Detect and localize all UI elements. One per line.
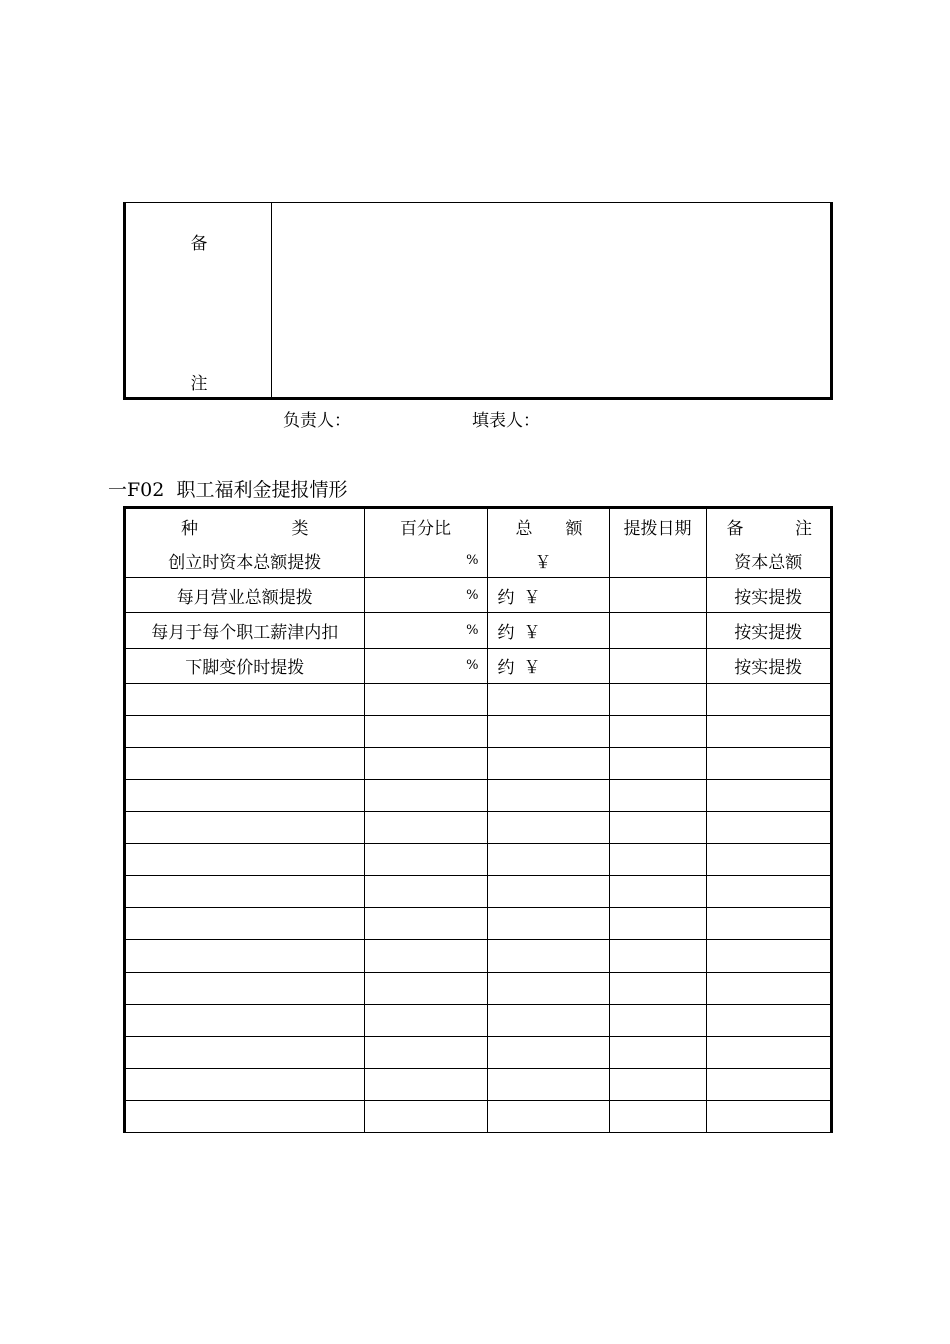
cell-percent[interactable] xyxy=(364,812,487,844)
table-row-empty xyxy=(126,812,830,844)
table-row-empty xyxy=(126,940,830,972)
cell-total[interactable] xyxy=(487,780,609,812)
cell-note[interactable] xyxy=(706,1068,830,1100)
cell-total[interactable] xyxy=(487,1100,609,1132)
cell-kind[interactable] xyxy=(126,780,364,812)
cell-kind[interactable] xyxy=(126,1004,364,1036)
cell-date[interactable] xyxy=(609,1036,706,1068)
cell-total[interactable] xyxy=(487,747,609,779)
approx-label: 约 xyxy=(497,587,515,608)
yen-sign: ￥ xyxy=(534,552,552,573)
cell-kind[interactable]: 创立时资本总额提拨 xyxy=(126,543,364,578)
approx-label: 约 xyxy=(497,623,515,644)
cell-total[interactable] xyxy=(487,543,609,578)
cell-total[interactable] xyxy=(487,613,609,648)
cell-note[interactable]: 按实提拨 xyxy=(706,648,830,683)
cell-note[interactable] xyxy=(706,908,830,940)
cell-date[interactable] xyxy=(609,876,706,908)
cell-percent[interactable] xyxy=(364,1100,487,1132)
cell-percent[interactable] xyxy=(364,747,487,779)
cell-date[interactable] xyxy=(609,972,706,1004)
cell-kind[interactable] xyxy=(126,940,364,972)
cell-percent[interactable] xyxy=(364,1068,487,1100)
cell-note[interactable]: 资本总额 xyxy=(706,543,830,578)
approx-label: 约 xyxy=(497,658,515,679)
cell-date[interactable] xyxy=(609,812,706,844)
cell-kind[interactable]: 每月于每个职工薪津内扣 xyxy=(126,613,364,648)
responsible-person-label: 负责人： xyxy=(283,411,351,431)
cell-kind[interactable] xyxy=(126,876,364,908)
form-filler-label: 填表人： xyxy=(472,411,540,431)
cell-total[interactable] xyxy=(487,648,609,683)
table-row-empty xyxy=(126,683,830,715)
table-header-row xyxy=(126,509,830,543)
cell-note[interactable] xyxy=(706,972,830,1004)
cell-date[interactable] xyxy=(609,1004,706,1036)
table-row xyxy=(126,578,830,613)
table-row xyxy=(126,543,830,578)
cell-kind[interactable] xyxy=(126,812,364,844)
cell-kind[interactable] xyxy=(126,844,364,876)
table-row-empty xyxy=(126,1036,830,1068)
cell-kind[interactable] xyxy=(126,1068,364,1100)
cell-note[interactable] xyxy=(706,940,830,972)
cell-percent[interactable] xyxy=(364,780,487,812)
cell-note[interactable]: 按实提拨 xyxy=(706,578,830,613)
section-title: 一F02 职工福利金提报情形 xyxy=(108,479,348,501)
cell-percent[interactable] xyxy=(364,876,487,908)
cell-note[interactable] xyxy=(706,844,830,876)
cell-note[interactable] xyxy=(706,812,830,844)
cell-note[interactable] xyxy=(706,780,830,812)
table-row-empty xyxy=(126,1100,830,1132)
cell-note[interactable]: 按实提拨 xyxy=(706,613,830,648)
cell-kind[interactable]: 下脚变价时提拨 xyxy=(126,648,364,683)
cell-percent[interactable]: % xyxy=(364,613,487,648)
table-row-empty xyxy=(126,1004,830,1036)
cell-percent[interactable] xyxy=(364,1004,487,1036)
yen-sign: ￥ xyxy=(523,587,541,608)
cell-note[interactable] xyxy=(706,1100,830,1132)
cell-total[interactable] xyxy=(487,715,609,747)
table-row-empty xyxy=(126,780,830,812)
cell-total[interactable] xyxy=(487,683,609,715)
cell-total[interactable] xyxy=(487,1036,609,1068)
cell-date[interactable] xyxy=(609,747,706,779)
cell-total[interactable] xyxy=(487,972,609,1004)
cell-kind[interactable] xyxy=(126,908,364,940)
cell-percent[interactable] xyxy=(364,715,487,747)
cell-note[interactable] xyxy=(706,1004,830,1036)
cell-total[interactable] xyxy=(487,1004,609,1036)
cell-date[interactable] xyxy=(609,780,706,812)
remarks-label-top: 备 xyxy=(190,234,208,254)
cell-date[interactable] xyxy=(609,1100,706,1132)
cell-total[interactable] xyxy=(487,812,609,844)
remarks-label-column xyxy=(126,203,272,397)
cell-note[interactable] xyxy=(706,715,830,747)
remarks-label-bottom: 注 xyxy=(190,374,208,394)
table-row-empty xyxy=(126,876,830,908)
cell-percent[interactable] xyxy=(364,972,487,1004)
cell-kind[interactable] xyxy=(126,1100,364,1132)
cell-date[interactable] xyxy=(609,578,706,613)
table-row-empty xyxy=(126,1068,830,1100)
cell-date[interactable] xyxy=(609,543,706,578)
cell-total[interactable] xyxy=(487,578,609,613)
header-total: 总 额 xyxy=(487,509,609,543)
table-row-empty xyxy=(126,908,830,940)
table-row xyxy=(126,648,830,683)
header-percent: 百分比 xyxy=(364,509,487,543)
cell-total[interactable] xyxy=(487,940,609,972)
cell-percent[interactable]: % xyxy=(364,648,487,683)
cell-kind[interactable] xyxy=(126,683,364,715)
header-kind: 种 类 xyxy=(126,509,364,543)
welfare-fund-table xyxy=(123,506,833,1133)
cell-date[interactable] xyxy=(609,648,706,683)
cell-kind[interactable] xyxy=(126,747,364,779)
cell-kind[interactable]: 每月营业总额提拨 xyxy=(126,578,364,613)
cell-percent[interactable] xyxy=(364,908,487,940)
cell-date[interactable] xyxy=(609,940,706,972)
cell-note[interactable] xyxy=(706,876,830,908)
cell-date[interactable] xyxy=(609,1068,706,1100)
header-date: 提拨日期 xyxy=(609,509,706,543)
cell-date[interactable] xyxy=(609,613,706,648)
remarks-box xyxy=(123,202,833,400)
cell-total[interactable] xyxy=(487,1068,609,1100)
cell-kind[interactable] xyxy=(126,1036,364,1068)
table-row-empty xyxy=(126,747,830,779)
cell-note[interactable] xyxy=(706,683,830,715)
table-row-empty xyxy=(126,972,830,1004)
cell-percent[interactable] xyxy=(364,683,487,715)
table-row xyxy=(126,613,830,648)
table-row-empty xyxy=(126,715,830,747)
cell-date[interactable] xyxy=(609,908,706,940)
header-note: 备 注 xyxy=(706,509,830,543)
yen-sign: ￥ xyxy=(523,623,541,644)
cell-date[interactable] xyxy=(609,683,706,715)
cell-percent[interactable]: % xyxy=(364,578,487,613)
cell-percent[interactable] xyxy=(364,940,487,972)
cell-note[interactable] xyxy=(706,1036,830,1068)
cell-total[interactable] xyxy=(487,844,609,876)
cell-date[interactable] xyxy=(609,715,706,747)
cell-date[interactable] xyxy=(609,844,706,876)
cell-percent[interactable]: % xyxy=(364,543,487,578)
cell-percent[interactable] xyxy=(364,1036,487,1068)
cell-kind[interactable] xyxy=(126,715,364,747)
cell-note[interactable] xyxy=(706,747,830,779)
yen-sign: ￥ xyxy=(523,658,541,679)
table-row-empty xyxy=(126,844,830,876)
cell-kind[interactable] xyxy=(126,972,364,1004)
cell-percent[interactable] xyxy=(364,844,487,876)
remarks-content-area[interactable] xyxy=(272,203,830,397)
cell-total[interactable] xyxy=(487,908,609,940)
cell-total[interactable] xyxy=(487,876,609,908)
